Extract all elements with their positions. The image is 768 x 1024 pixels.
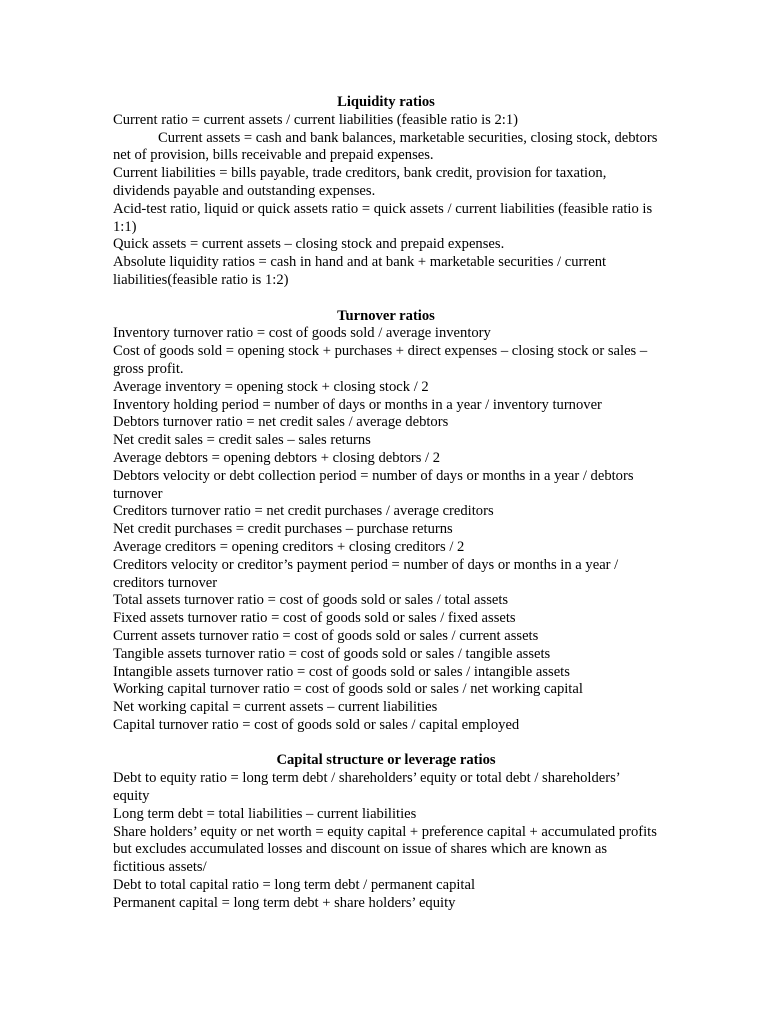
text-line: Debtors turnover ratio = net credit sales / average debtors bbox=[113, 414, 449, 431]
document-body bbox=[113, 94, 659, 913]
text-line: Quick assets = current assets – closing stock and prepaid expenses. bbox=[113, 236, 505, 253]
text-line: Inventory holding period = number of days or months in a year / inventory turnover bbox=[113, 396, 602, 413]
text-line: Share holders’ equity or net worth = equity capital + preference capital + accumulated profits but excludes accumulated losses and discount on issue of shares which are known as fictitious assets/ bbox=[113, 823, 657, 876]
text-line: Current ratio = current assets / current liabilities (feasible ratio is 2:1) bbox=[113, 111, 518, 128]
text-line: Current assets turnover ratio = cost of goods sold or sales / current assets bbox=[113, 627, 539, 644]
text-line: Long term debt = total liabilities – current liabilities bbox=[113, 805, 417, 822]
section-spacer bbox=[113, 735, 659, 753]
text-line: Permanent capital = long term debt + share holders’ equity bbox=[113, 894, 456, 911]
text-line: Fixed assets turnover ratio = cost of goods sold or sales / fixed assets bbox=[113, 610, 516, 627]
text-line: Intangible assets turnover ratio = cost of goods sold or sales / intangible assets bbox=[113, 663, 570, 680]
text-line: Acid-test ratio, liquid or quick assets ratio = quick assets / current liabilities (feasible ratio is 1:1) bbox=[113, 200, 653, 235]
section-spacer bbox=[113, 290, 659, 308]
text-line: Net credit sales = credit sales – sales returns bbox=[113, 432, 371, 449]
text-line: Working capital turnover ratio = cost of goods sold or sales / net working capital bbox=[113, 681, 583, 698]
text-line: Cost of goods sold = opening stock + purchases + direct expenses – closing stock or sales – gross profit. bbox=[113, 343, 648, 377]
text-line: Average debtors = opening debtors + closing debtors / 2 bbox=[113, 449, 441, 466]
text-line: Average inventory = opening stock + closing stock / 2 bbox=[113, 378, 429, 395]
section-heading-liquidity: Liquidity ratios bbox=[337, 94, 435, 110]
text-line: Absolute liquidity ratios = cash in hand and at bank + marketable securities / current liabilities(feasible ratio is 1:2) bbox=[113, 254, 607, 288]
text-line: Debt to equity ratio = long term debt / shareholders’ equity or total debt / shareholders’ equity bbox=[113, 770, 620, 805]
section-heading-turnover: Turnover ratios bbox=[337, 307, 435, 324]
section-heading-capital-structure: Capital structure or leverage ratios bbox=[276, 752, 496, 769]
text-line: Net working capital = current assets – current liabilities bbox=[113, 699, 438, 716]
text-line: Capital turnover ratio = cost of goods sold or sales / capital employed bbox=[113, 716, 520, 733]
text-line: Net credit purchases = credit purchases – purchase returns bbox=[113, 521, 453, 538]
text-line: Average creditors = opening creditors + closing creditors / 2 bbox=[113, 538, 465, 555]
text-line: Creditors turnover ratio = net credit purchases / average creditors bbox=[113, 503, 494, 520]
text-line: Debt to total capital ratio = long term debt / permanent capital bbox=[113, 877, 476, 894]
text-line: Total assets turnover ratio = cost of goods sold or sales / total assets bbox=[113, 592, 509, 609]
text-line: Current liabilities = bills payable, trade creditors, bank credit, provision for taxation, dividends payable and outstanding expenses. bbox=[113, 165, 607, 199]
text-line: Inventory turnover ratio = cost of goods sold / average inventory bbox=[113, 325, 491, 342]
text-line: Tangible assets turnover ratio = cost of goods sold or sales / tangible assets bbox=[113, 645, 551, 662]
text-line: Creditors velocity or creditor’s payment period = number of days or months in a year / creditors turnover bbox=[113, 556, 619, 591]
text-line: Debtors velocity or debt collection period = number of days or months in a year / debtors turnover bbox=[113, 467, 634, 502]
text-line: Current assets = cash and bank balances, marketable securities, closing stock, debtors net of provision, bills receivable and prepaid expenses. bbox=[113, 129, 658, 164]
